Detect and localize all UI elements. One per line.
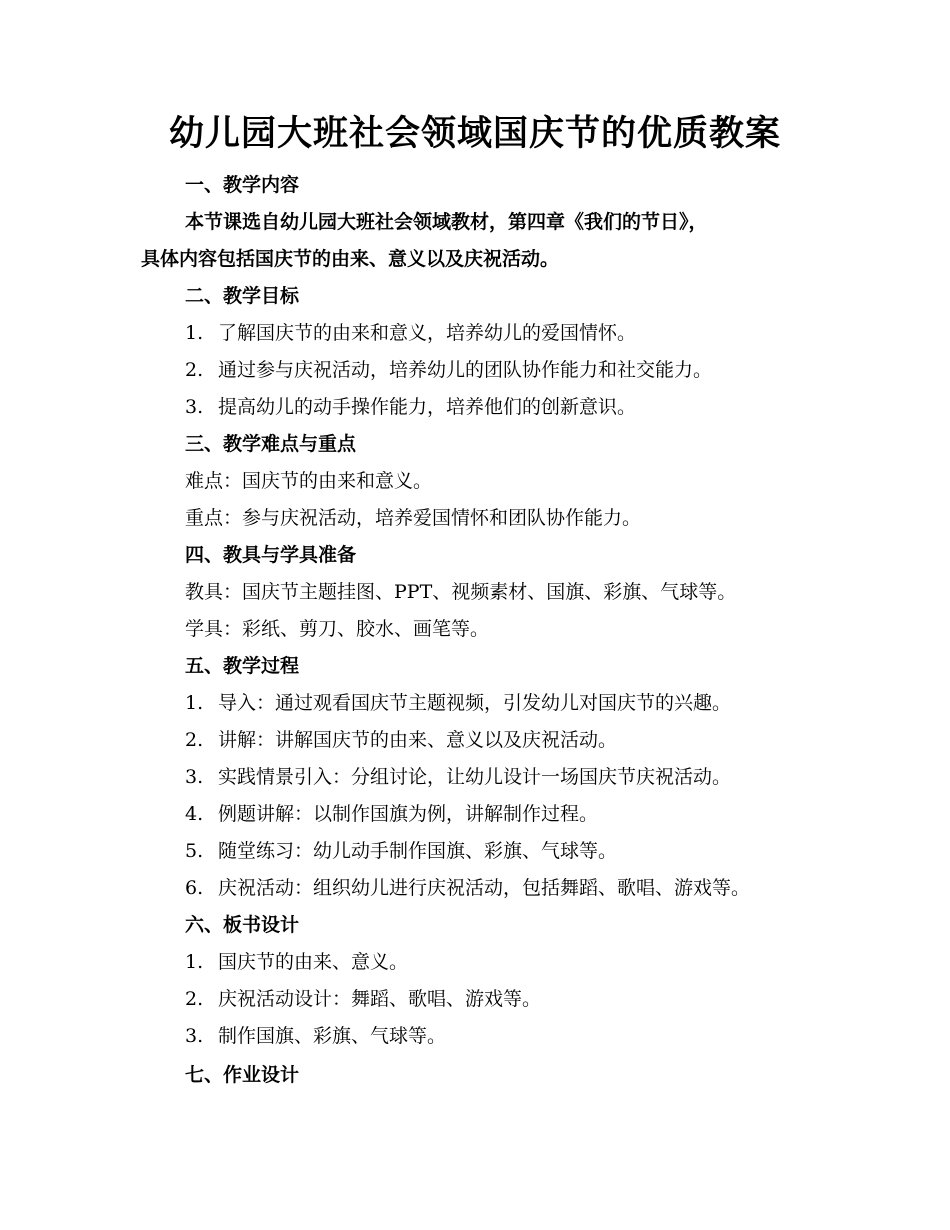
document-title: 幼儿园大班社会领域国庆节的优质教案 xyxy=(168,113,781,154)
list-text: 了解国庆节的由来和意义，培养幼儿的爱国情怀。 xyxy=(218,322,637,344)
section-heading-teaching-goals: 二、教学目标 xyxy=(185,285,300,307)
list-item xyxy=(185,689,731,717)
list-item xyxy=(185,948,408,976)
paragraph-line: 教具：国庆节主题挂图、PPT、视频素材、国旗、彩旗、气球等。 xyxy=(185,581,737,603)
list-number: 3. xyxy=(185,396,204,418)
list-item xyxy=(185,763,731,791)
list-item xyxy=(185,800,598,828)
section-heading-homework: 七、作业设计 xyxy=(185,1064,300,1086)
list-text: 随堂练习：幼儿动手制作国旗、彩旗、气球等。 xyxy=(218,840,618,862)
list-text: 实践情景引入：分组讨论，让幼儿设计一场国庆节庆祝活动。 xyxy=(218,766,732,788)
list-item xyxy=(185,874,750,902)
list-text: 国庆节的由来、意义。 xyxy=(218,951,409,973)
list-number: 2. xyxy=(185,988,204,1010)
list-text: 庆祝活动：组织幼儿进行庆祝活动，包括舞蹈、歌唱、游戏等。 xyxy=(218,877,751,899)
list-text: 通过参与庆祝活动，培养幼儿的团队协作能力和社交能力。 xyxy=(218,359,713,381)
section-heading-teaching-content: 一、教学内容 xyxy=(185,174,300,196)
list-number: 1. xyxy=(185,322,204,344)
list-text: 提高幼儿的动手操作能力，培养他们的创新意识。 xyxy=(218,396,637,418)
section-heading-teaching-process: 五、教学过程 xyxy=(185,655,300,677)
section-heading-difficulties: 三、教学难点与重点 xyxy=(185,433,357,455)
list-text: 例题讲解：以制作国旗为例，讲解制作过程。 xyxy=(218,803,599,825)
paragraph-line: 本节课选自幼儿园大班社会领域教材，第四章《我们的节日》， xyxy=(185,211,708,233)
paragraph-line: 学具：彩纸、剪刀、胶水、画笔等。 xyxy=(185,618,490,640)
paragraph-line: 具体内容包括国庆节的由来、意义以及庆祝活动。 xyxy=(141,248,560,270)
list-item xyxy=(185,837,617,865)
list-number: 3. xyxy=(185,1025,204,1047)
list-number: 5. xyxy=(185,840,204,862)
list-number: 1. xyxy=(185,692,204,714)
list-text: 导入：通过观看国庆节主题视频，引发幼儿对国庆节的兴趣。 xyxy=(218,692,732,714)
list-number: 4. xyxy=(185,803,204,825)
section-heading-board-design: 六、板书设计 xyxy=(185,914,300,936)
list-number: 2. xyxy=(185,729,204,751)
list-item xyxy=(185,1022,446,1050)
list-number: 2. xyxy=(185,359,204,381)
section-heading-materials: 四、教具与学具准备 xyxy=(185,544,357,566)
list-item xyxy=(185,393,636,421)
list-number: 1. xyxy=(185,951,204,973)
paragraph-line: 重点：参与庆祝活动，培养爱国情怀和团队协作能力。 xyxy=(185,507,642,529)
list-text: 讲解：讲解国庆节的由来、意义以及庆祝活动。 xyxy=(218,729,618,751)
list-number: 6. xyxy=(185,877,204,899)
paragraph-line: 难点：国庆节的由来和意义。 xyxy=(185,470,433,492)
list-item xyxy=(185,985,541,1013)
list-number: 3. xyxy=(185,766,204,788)
list-text: 庆祝活动设计：舞蹈、歌唱、游戏等。 xyxy=(218,988,542,1010)
list-text: 制作国旗、彩旗、气球等。 xyxy=(218,1025,447,1047)
list-item xyxy=(185,726,617,754)
list-item xyxy=(185,319,636,347)
list-item xyxy=(185,356,712,384)
